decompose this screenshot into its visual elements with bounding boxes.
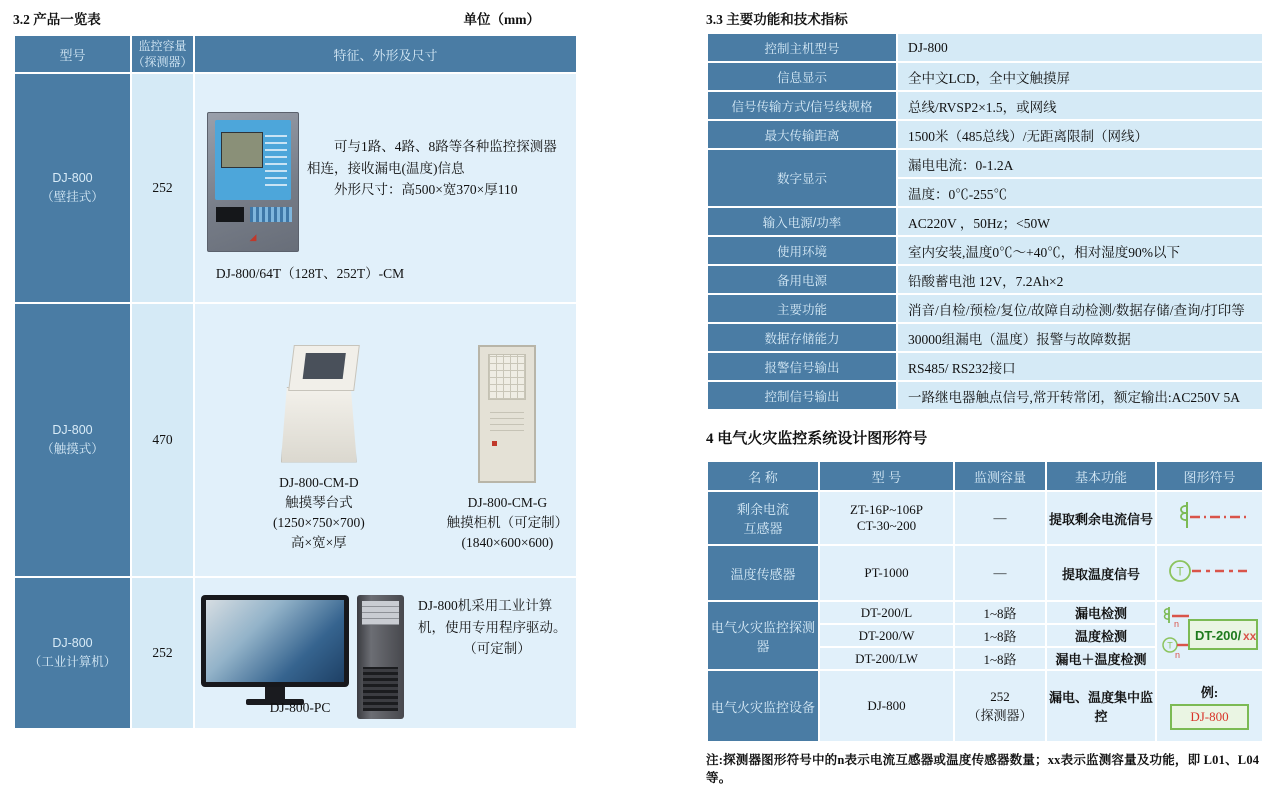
kiosk-device-photo <box>271 345 367 463</box>
table-row: 剩余电流 互感器 ZT-16P~106P CT-30~200 — 提取剩余电流信号 <box>708 492 1262 544</box>
cabinet-caption: DJ-800-CM-G 触摸柜机（可定制） (1840×600×600) <box>446 494 569 550</box>
capacity-cell-wall: 252 <box>132 74 193 302</box>
section-33-title: 3.3 主要功能和技术指标 <box>706 12 848 27</box>
kiosk-screen <box>302 353 345 379</box>
current-transformer-icon <box>1165 498 1255 534</box>
spec-row: 数字显示 漏电电流：0-1.2A <box>708 150 1262 177</box>
spec-row: 信号传输方式/信号线规格 总线/RVSP2×1.5，或网线 <box>708 92 1262 119</box>
capacity-cell-pc: 252 <box>132 578 193 728</box>
pc-caption: DJ-800-PC <box>269 700 331 715</box>
kiosk-caption: DJ-800-CM-D 触摸琴台式 (1250×750×700) 高×宽×厚 <box>272 474 365 551</box>
unit-label: 单位（mm） <box>463 12 540 27</box>
device-example-cell <box>1157 671 1262 741</box>
product-overview-section <box>13 8 578 730</box>
svg-text:n: n <box>1173 618 1179 629</box>
device-example-box: DJ-800 <box>1170 704 1248 730</box>
cabinet-indicator-grid <box>488 354 526 400</box>
pc-description: DJ-800机采用工业计算机，使用专用程序驱动。 （可定制） <box>418 598 567 657</box>
spec-row: 输入电源/功率 AC220V ，50Hz；<50W <box>708 208 1262 235</box>
spec-row: 控制主机型号 DJ-800 <box>708 34 1262 61</box>
svg-text:T: T <box>1166 640 1173 650</box>
kiosk-figure <box>241 345 397 554</box>
wall-device-photo <box>207 112 299 252</box>
device-keypad <box>250 207 292 222</box>
spec-row: 温度：0℃-255℃ <box>708 179 1262 206</box>
symbol-table-header-row: 名 称 型 号 监测容量 基本功能 图形符号 <box>708 462 1262 490</box>
ct-symbol-cell <box>1157 492 1262 544</box>
product-section-header <box>13 8 578 28</box>
model-cell-touch: DJ-800 （触摸式） <box>15 304 130 576</box>
model-cell-wall: DJ-800 （壁挂式） <box>15 74 130 302</box>
table-row: 电气火灾监控设备 DJ-800 252 （探测器） 漏电、温度集中监控 例: DJ-800 <box>708 671 1262 741</box>
detector-symbol-cell <box>1157 602 1262 669</box>
svg-text:xx: xx <box>1242 628 1256 643</box>
brand-logo-mark: ◢ <box>249 232 257 242</box>
spec-row: 备用电源 铅酸蓄电池 12V，7.2Ah×2 <box>708 266 1262 293</box>
col-header-features: 特征、外形及尺寸 <box>195 36 576 72</box>
symbol-row1-name: 剩余电流 互感器 <box>708 492 818 544</box>
device-lcd-screen <box>221 132 263 168</box>
monitor-photo <box>201 595 349 705</box>
table-row: DT-200/LW 1~8路 漏电＋温度检测 <box>708 648 1262 669</box>
spec-row: 控制信号输出 一路继电器触点信号,常开转常闭，额定输出:AC250V 5A <box>708 382 1262 409</box>
symbol-row1-model: ZT-16P~106P CT-30~200 <box>820 492 953 544</box>
device-buttons <box>265 130 287 186</box>
col-header-model: 型号 <box>15 36 130 72</box>
features-cell-pc <box>195 578 576 728</box>
col-header-capacity: 监控容量 （探测器） <box>132 36 193 72</box>
temperature-symbol-cell <box>1157 546 1262 600</box>
device-printer-slot <box>216 207 244 222</box>
table-row <box>15 578 576 728</box>
capacity-cell-touch: 470 <box>132 304 193 576</box>
spec-row: 主要功能 消音/自检/预检/复位/故障自动检测/数据存储/查询/打印等 <box>708 295 1262 322</box>
spec-row: 使用环境 室内安装,温度0℃～+40℃，相对湿度90%以下 <box>708 237 1262 264</box>
spec-row: 数据存储能力 30000组漏电（温度）报警与故障数据 <box>708 324 1262 351</box>
cabinet-figure <box>439 345 576 554</box>
spec-row: 信息显示 全中文LCD，全中文触摸屏 <box>708 63 1262 90</box>
wall-device-caption: DJ-800/64T（128T、252T）-CM <box>215 266 405 281</box>
product-table <box>13 34 578 730</box>
section-4-title: 4 电气火灾监控系统设计图形符号 <box>706 431 928 447</box>
svg-text:n: n <box>1174 649 1180 660</box>
example-label: 例: <box>1200 685 1219 700</box>
section-32-title: 3.2 产品一览表 <box>13 12 101 27</box>
table-row: DT-200/W 1~8路 温度检测 <box>708 625 1262 646</box>
product-table-header-row <box>15 36 576 72</box>
table-row <box>15 74 576 302</box>
symbol-table <box>706 460 1264 743</box>
equipment-capacity: 252 （探测器） <box>955 671 1045 741</box>
table-row <box>15 304 576 576</box>
features-cell-touch <box>195 304 576 576</box>
spec-row: 报警信号输出 RS485/ RS232接口 <box>708 353 1262 380</box>
spec-table <box>706 32 1264 411</box>
monitor-screen <box>206 600 344 682</box>
detector-symbol-icon <box>1159 603 1261 665</box>
wall-device-description: 可与1路、4路、8路等各种监控探测器相连，接收漏电(温度)信息 外形尺寸：高500×宽370×厚110 <box>307 139 557 198</box>
footnote: 注:探测器图形符号中的n表示电流互感器或温度传感器数量；xx表示监测容量及功能，即 L01、L04等。 <box>706 753 1260 785</box>
cabinet-device-photo <box>478 345 536 483</box>
model-cell-pc: DJ-800 （工业计算机） <box>15 578 130 728</box>
device-front-panel <box>215 120 291 200</box>
temperature-sensor-icon <box>1165 555 1255 587</box>
svg-text:DT-200/: DT-200/ <box>1194 627 1241 643</box>
spec-section <box>706 8 1264 786</box>
table-row: 温度传感器 PT-1000 — 提取温度信号 T <box>708 546 1262 600</box>
table-row: 电气火灾监控探测器 DT-200/L 1~8路 漏电检测 n T n DT-200/ xx <box>708 602 1262 623</box>
features-cell-wall <box>195 74 576 302</box>
svg-text:T: T <box>1175 564 1184 579</box>
spec-row: 最大传输距离 1500米（485总线）/无距离限制（网线） <box>708 121 1262 148</box>
